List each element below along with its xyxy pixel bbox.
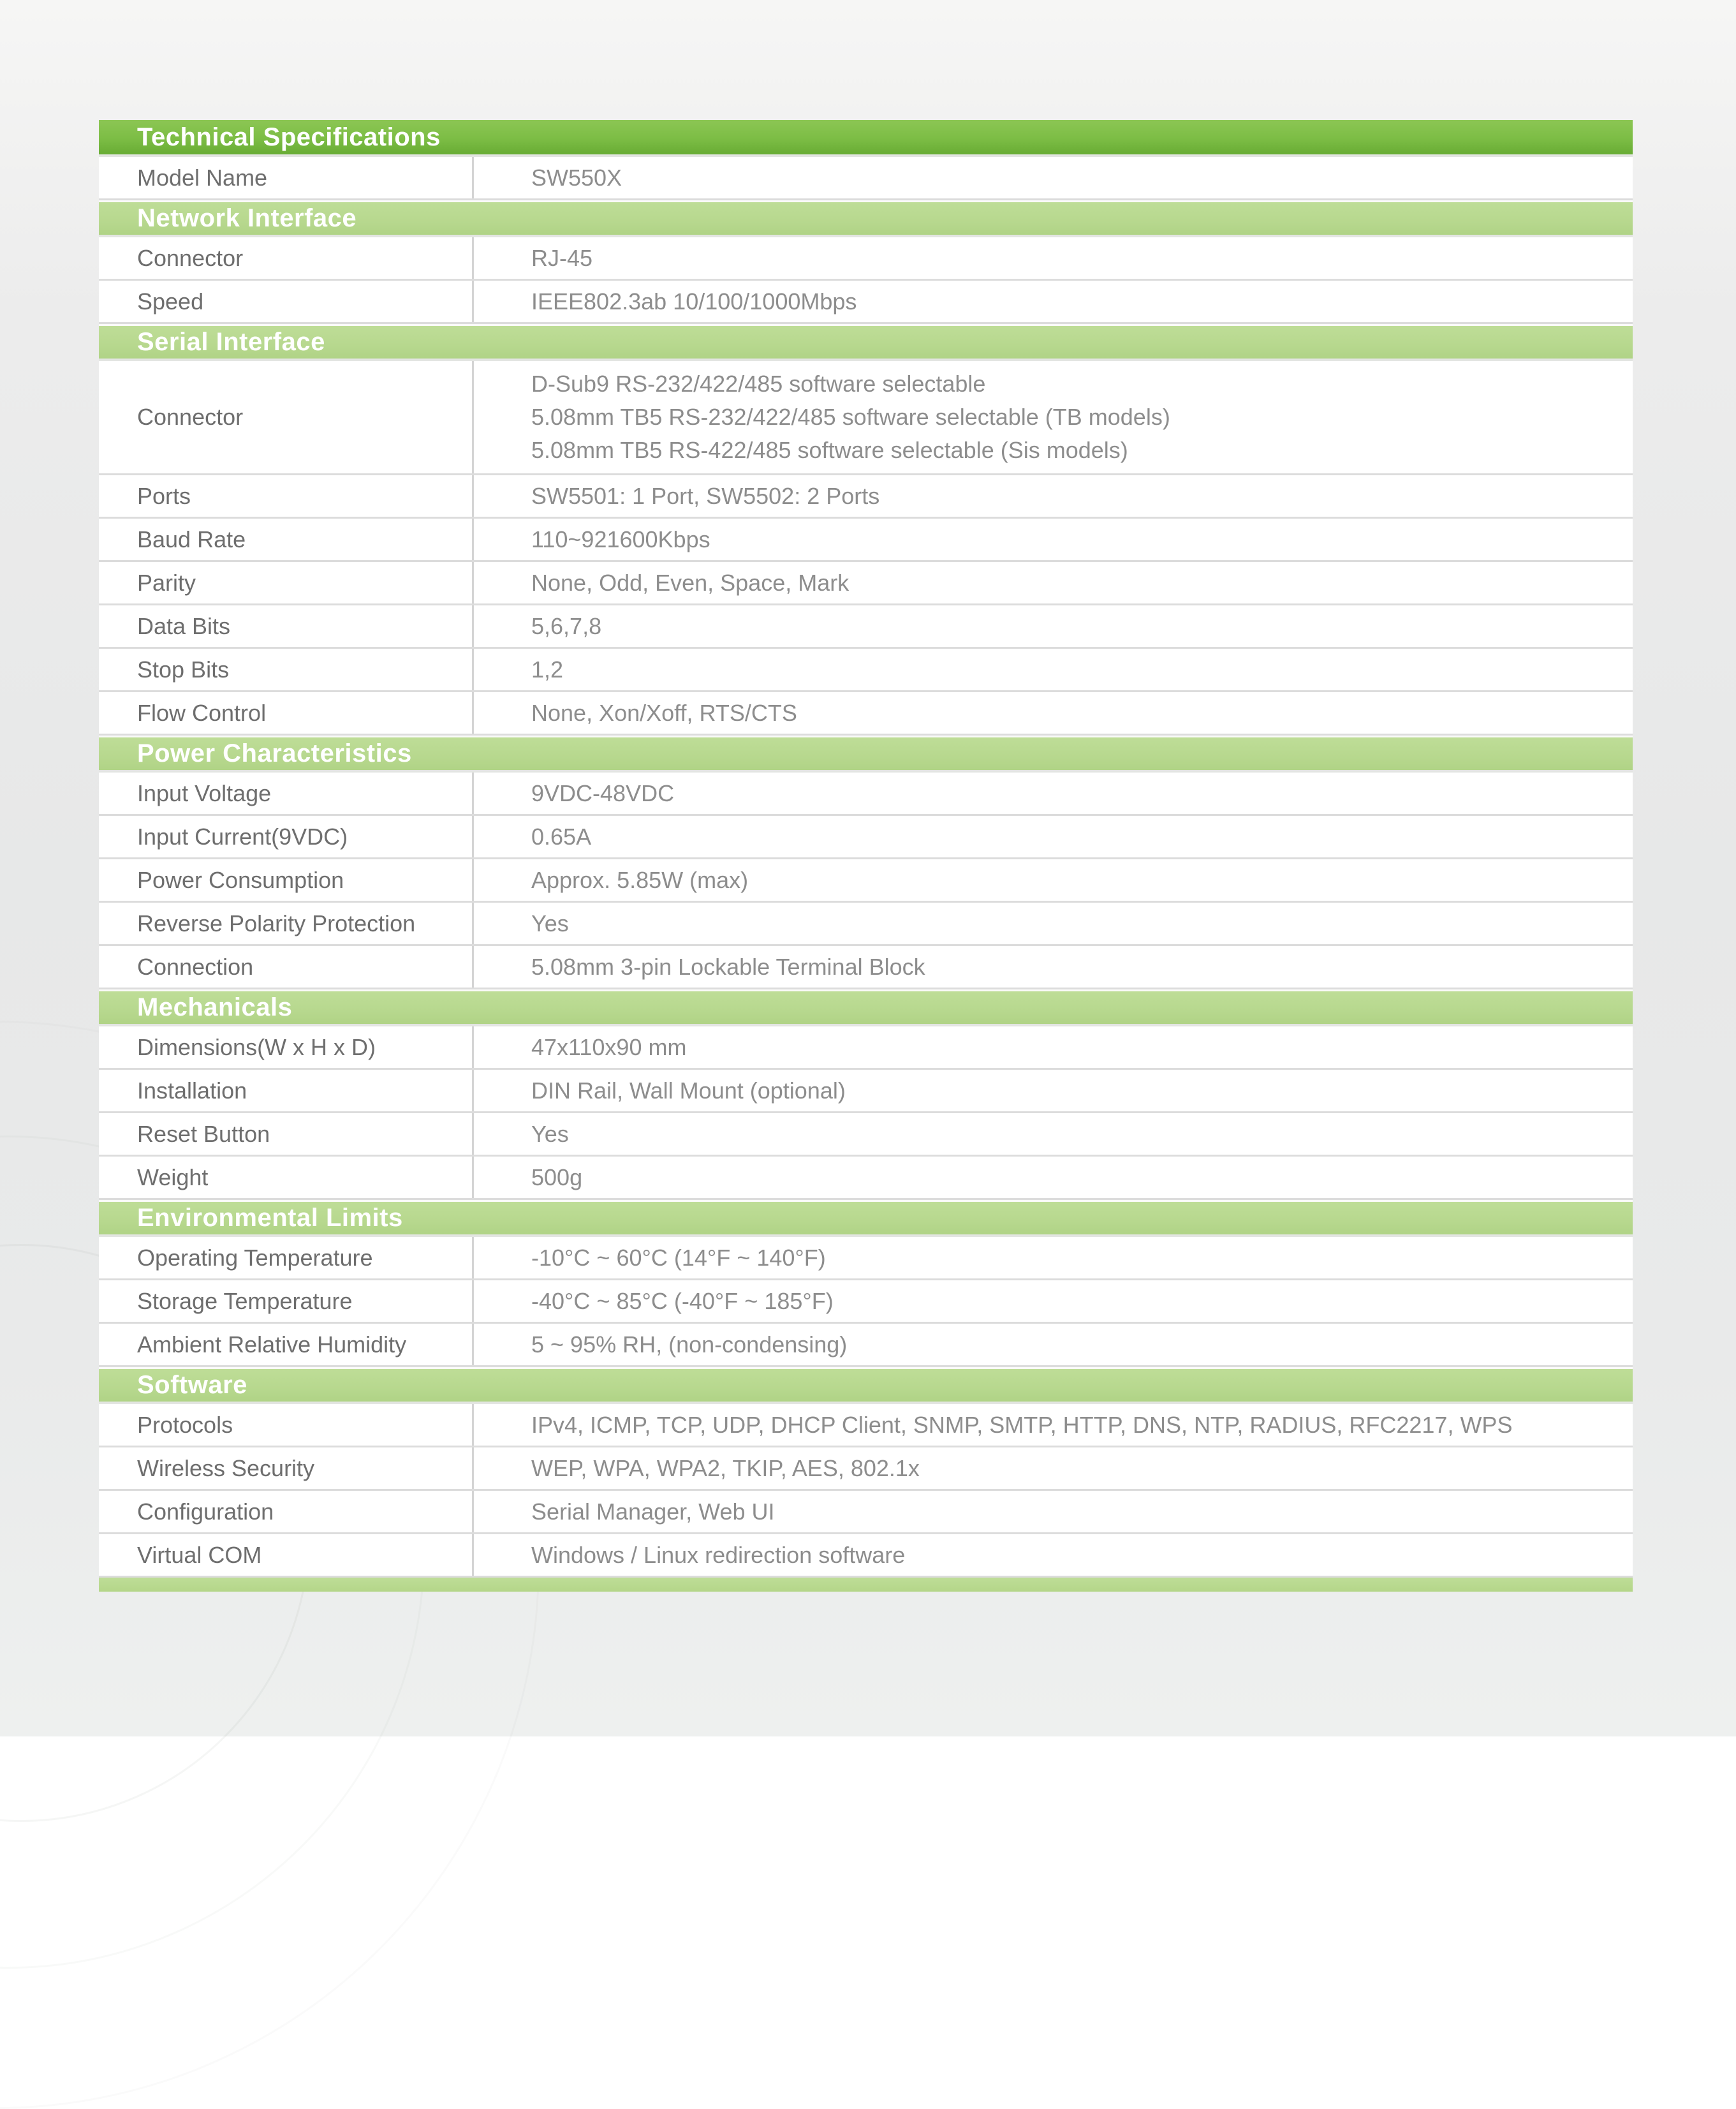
spec-label: Operating Temperature bbox=[99, 1237, 474, 1278]
spec-value: Windows / Linux redirection software bbox=[474, 1534, 1633, 1576]
spec-row bbox=[99, 281, 1633, 324]
section-header-serial-interface bbox=[99, 324, 1633, 361]
section-header-software bbox=[99, 1367, 1633, 1404]
spec-value: Approx. 5.85W (max) bbox=[474, 859, 1633, 901]
truncated-section-header bbox=[99, 1578, 1633, 1592]
spec-row bbox=[99, 1447, 1633, 1491]
spec-label: Ports bbox=[99, 475, 474, 517]
spec-value-line: 5.08mm TB5 RS-422/485 software selectable (Sis models) bbox=[531, 434, 1614, 467]
spec-label: Dimensions(W x H x D) bbox=[99, 1026, 474, 1068]
spec-row bbox=[99, 1237, 1633, 1280]
spec-value: IEEE802.3ab 10/100/1000Mbps bbox=[474, 281, 1633, 322]
section-header-environmental-limits bbox=[99, 1200, 1633, 1237]
spec-value: 110~921600Kbps bbox=[474, 519, 1633, 560]
spec-row bbox=[99, 157, 1633, 200]
spec-value: 1,2 bbox=[474, 649, 1633, 690]
section-header-network-interface bbox=[99, 200, 1633, 237]
spec-label: Weight bbox=[99, 1157, 474, 1198]
spec-label: Model Name bbox=[99, 157, 474, 198]
spec-label: Data Bits bbox=[99, 605, 474, 647]
spec-value: -10°C ~ 60°C (14°F ~ 140°F) bbox=[474, 1237, 1633, 1278]
spec-row bbox=[99, 1324, 1633, 1367]
spec-row bbox=[99, 859, 1633, 903]
spec-label: Connection bbox=[99, 946, 474, 988]
spec-value: 47x110x90 mm bbox=[474, 1026, 1633, 1068]
spec-row bbox=[99, 475, 1633, 519]
spec-label: Power Consumption bbox=[99, 859, 474, 901]
section-title: Network Interface bbox=[137, 204, 357, 233]
spec-row bbox=[99, 1534, 1633, 1578]
spec-label: Reverse Polarity Protection bbox=[99, 903, 474, 944]
spec-value: RJ-45 bbox=[474, 237, 1633, 279]
spec-label: Wireless Security bbox=[99, 1447, 474, 1489]
spec-label: Baud Rate bbox=[99, 519, 474, 560]
section-title: Environmental Limits bbox=[137, 1204, 403, 1232]
spec-value: Serial Manager, Web UI bbox=[474, 1491, 1633, 1532]
spec-row bbox=[99, 1070, 1633, 1113]
spec-value bbox=[474, 361, 1633, 473]
spec-row bbox=[99, 1026, 1633, 1070]
spec-label: Reset Button bbox=[99, 1113, 474, 1155]
spec-row bbox=[99, 237, 1633, 281]
section-title: Mechanicals bbox=[137, 993, 292, 1022]
spec-value: 5,6,7,8 bbox=[474, 605, 1633, 647]
section-title: Serial Interface bbox=[137, 328, 325, 357]
spec-row bbox=[99, 1491, 1633, 1534]
spec-row bbox=[99, 1113, 1633, 1157]
spec-row bbox=[99, 903, 1633, 946]
spec-row bbox=[99, 605, 1633, 649]
spec-value: WEP, WPA, WPA2, TKIP, AES, 802.1x bbox=[474, 1447, 1633, 1489]
spec-label: Input Voltage bbox=[99, 773, 474, 814]
section-title: Power Characteristics bbox=[137, 739, 412, 768]
spec-row bbox=[99, 562, 1633, 605]
spec-label: Connector bbox=[99, 237, 474, 279]
section-header-mechanicals bbox=[99, 989, 1633, 1026]
section-header-power-characteristics bbox=[99, 736, 1633, 773]
spec-label: Input Current(9VDC) bbox=[99, 816, 474, 857]
spec-row bbox=[99, 816, 1633, 859]
spec-value: 5.08mm 3-pin Lockable Terminal Block bbox=[474, 946, 1633, 988]
spec-value-line: D-Sub9 RS-232/422/485 software selectable bbox=[531, 367, 1614, 401]
spec-row bbox=[99, 1280, 1633, 1324]
spec-value: -40°C ~ 85°C (-40°F ~ 185°F) bbox=[474, 1280, 1633, 1322]
spec-value: Yes bbox=[474, 903, 1633, 944]
spec-value: None, Odd, Even, Space, Mark bbox=[474, 562, 1633, 603]
spec-row bbox=[99, 649, 1633, 692]
spec-value: 500g bbox=[474, 1157, 1633, 1198]
spec-value: SW5501: 1 Port, SW5502: 2 Ports bbox=[474, 475, 1633, 517]
spec-row bbox=[99, 692, 1633, 736]
spec-label: Protocols bbox=[99, 1404, 474, 1446]
technical-specifications-table bbox=[99, 120, 1633, 1592]
spec-value: Yes bbox=[474, 1113, 1633, 1155]
spec-row bbox=[99, 773, 1633, 816]
spec-label: Stop Bits bbox=[99, 649, 474, 690]
spec-label: Ambient Relative Humidity bbox=[99, 1324, 474, 1365]
spec-value: 9VDC-48VDC bbox=[474, 773, 1633, 814]
section-title: Software bbox=[137, 1371, 247, 1400]
spec-label: Speed bbox=[99, 281, 474, 322]
spec-label: Parity bbox=[99, 562, 474, 603]
spec-row bbox=[99, 519, 1633, 562]
spec-label: Connector bbox=[99, 361, 474, 473]
spec-value: None, Xon/Xoff, RTS/CTS bbox=[474, 692, 1633, 734]
spec-label: Storage Temperature bbox=[99, 1280, 474, 1322]
spec-value-line: 5.08mm TB5 RS-232/422/485 software selectable (TB models) bbox=[531, 401, 1614, 434]
spec-value: 0.65A bbox=[474, 816, 1633, 857]
spec-value: DIN Rail, Wall Mount (optional) bbox=[474, 1070, 1633, 1111]
section-title: Technical Specifications bbox=[137, 123, 441, 152]
spec-label: Virtual COM bbox=[99, 1534, 474, 1576]
spec-row bbox=[99, 361, 1633, 475]
spec-value: IPv4, ICMP, TCP, UDP, DHCP Client, SNMP, SMTP, HTTP, DNS, NTP, RADIUS, RFC2217, WPS bbox=[474, 1404, 1633, 1446]
spec-row bbox=[99, 946, 1633, 989]
spec-row bbox=[99, 1157, 1633, 1200]
spec-value: 5 ~ 95% RH, (non-condensing) bbox=[474, 1324, 1633, 1365]
spec-row bbox=[99, 1404, 1633, 1447]
spec-label: Configuration bbox=[99, 1491, 474, 1532]
section-header-technical-specifications bbox=[99, 120, 1633, 157]
spec-label: Flow Control bbox=[99, 692, 474, 734]
spec-value: SW550X bbox=[474, 157, 1633, 198]
spec-label: Installation bbox=[99, 1070, 474, 1111]
